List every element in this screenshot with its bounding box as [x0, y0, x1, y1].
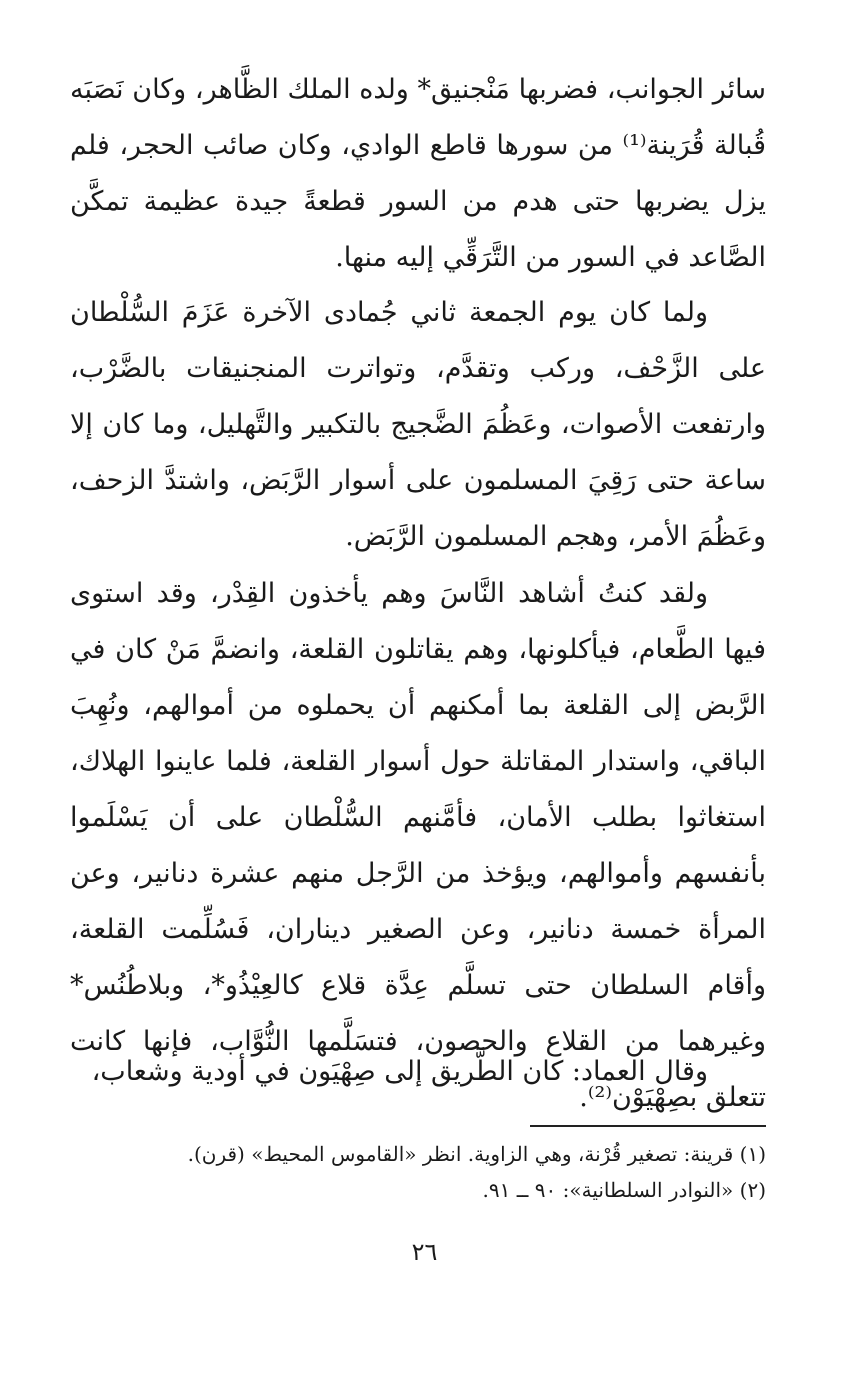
body-text	[70, 1044, 766, 1100]
paragraph-3: ولقد كنتُ أشاهد النَّاسَ وهم يأخذون القِدْر، وقد استوى فيها الطَّعام، فيأكلونها، وهم يقاتلون القلعة، وانضمَّ مَنْ كان في الرَّبض إلى القلعة بما أمكنهم أن يحملوه من أموالهم، ونُهِبَ الباقي، واستدار المقاتلة حول أسوار القلعة، فلما عاينوا الهلاك، استغاثوا بطلب الأمان، فأمَّنهم السُّلْطان على أن يَسْلَموا بأنفسهم وأموالهم، ويؤخذ من الرَّجل منهم عشرة دنانير، وعن المرأة خمسة دنانير، وعن الصغير ديناران، فَسُلِّمت القلعة، وأقام السلطان حتى تسلَّم عِدَّة قلاع كالعِيْذُو*، وبلاطُنُس* وغيرهما من القلاع والحصون، فتسَلَّمها النُّوَّاب، فإنها كانت تتعلق بصِهْيَوْن⁽²⁾.	[70, 578, 766, 1113]
footnotes	[70, 1136, 766, 1208]
paragraph-4: وقال العماد: كان الطَّريق إلى صِهْيَون في أودية وشعاب،	[91, 1056, 708, 1087]
footnote-separator	[530, 1125, 766, 1127]
footnote-2: (٢) «النوادر السلطانية»: ٩٠ ــ ٩١.	[482, 1178, 766, 1202]
footnote-1: (١) قرينة: تصغير قُرْنة، وهي الزاوية. انظر «القاموس المحيط» (قرن).	[187, 1142, 766, 1166]
paragraph-1: سائر الجوانب، فضربها مَنْجنيق* ولده الملك الظَّاهر، وكان نَصَبَه قُبالة قُرَينة⁽¹⁾ من سورها قاطع الوادي، وكان صائب الحجر، فلم يزل يضربها حتى هدم من السور قطعةً جيدة عظيمة تمكَّن الصَّاعد في السور من التَّرَقِّي إليه منها.	[70, 74, 767, 273]
body-text	[70, 62, 766, 286]
body-text	[70, 566, 766, 1126]
page-number: ٢٦	[411, 1238, 438, 1266]
paragraph-2: ولما كان يوم الجمعة ثاني جُمادى الآخرة عَزَمَ السُّلْطان على الزَّحْف، وركب وتقدَّم، وتواترت المنجنيقات بالضَّرْب، وارتفعت الأصوات، وعَظُمَ الضَّجيج بالتكبير والتَّهليل، وما كان إلا ساعة حتى رَقِيَ المسلمون على أسوار الرَّبَض، واشتدَّ الزحف، وعَظُمَ الأمر، وهجم المسلمون الرَّبَض.	[70, 297, 766, 552]
body-text	[70, 285, 766, 565]
